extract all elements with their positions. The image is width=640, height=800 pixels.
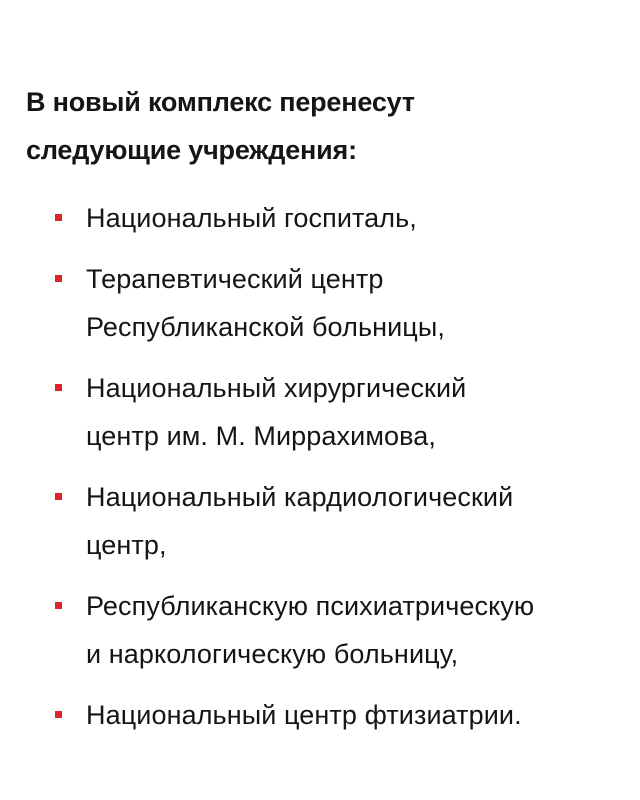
- list-item: [26, 473, 626, 569]
- red-square-bullet-icon: [55, 384, 62, 391]
- list-item: [26, 582, 626, 678]
- list-item: [26, 691, 626, 739]
- heading-line-2: следующие учреждения:: [26, 135, 357, 165]
- article-content: [26, 78, 626, 752]
- list-item-text-continued: центр,: [86, 530, 167, 560]
- list-item-text: Национальный хирургический: [86, 373, 467, 403]
- list-item-text: Республиканскую психиатрическую: [86, 591, 535, 621]
- red-square-bullet-icon: [55, 602, 62, 609]
- institution-list: [26, 194, 626, 739]
- list-item: [26, 364, 626, 460]
- list-item-text: Национальный центр фтизиатрии.: [86, 700, 522, 730]
- list-item-text: Национальный кардиологический: [86, 482, 514, 512]
- list-item-text-continued: центр им. М. Миррахимова,: [86, 421, 436, 451]
- red-square-bullet-icon: [55, 493, 62, 500]
- red-square-bullet-icon: [55, 275, 62, 282]
- list-item-text: Терапевтический центр: [86, 264, 384, 294]
- list-item: [26, 194, 626, 242]
- section-heading: [26, 78, 626, 174]
- red-square-bullet-icon: [55, 711, 62, 718]
- list-item-text: Национальный госпиталь,: [86, 203, 417, 233]
- list-item: [26, 255, 626, 351]
- red-square-bullet-icon: [55, 214, 62, 221]
- list-item-text-continued: и наркологическую больницу,: [86, 639, 459, 669]
- heading-line-1: В новый комплекс перенесут: [26, 87, 415, 117]
- list-item-text-continued: Республиканской больницы,: [86, 312, 445, 342]
